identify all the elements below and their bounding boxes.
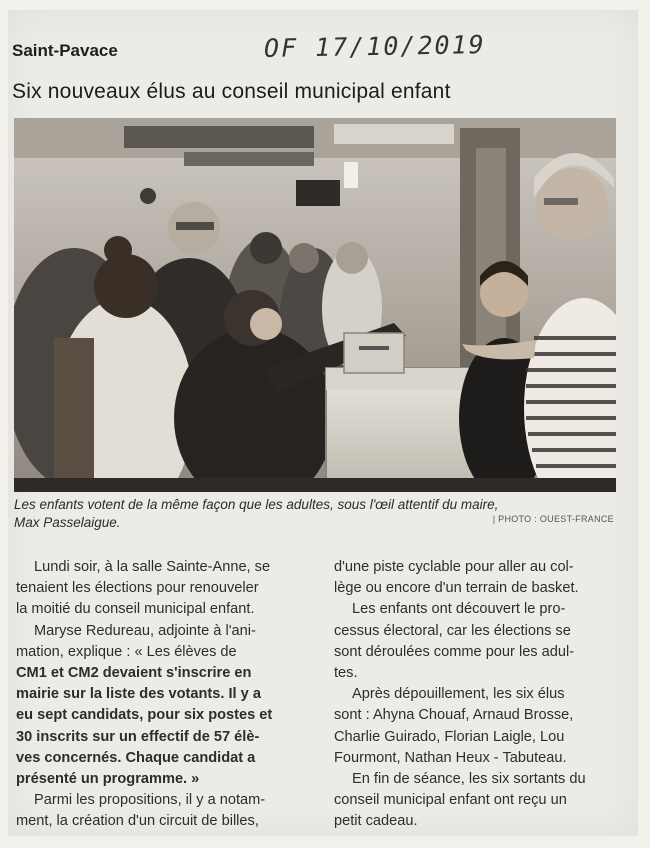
photo-credit: | PHOTO : OUEST-FRANCE: [492, 514, 614, 524]
article-body-left-column: [16, 557, 310, 833]
article-body-right-column: [334, 557, 628, 833]
article-text-line: Les enfants ont découvert le pro-: [352, 601, 566, 618]
article-text-line: sont déroulées comme pour les adul-: [334, 643, 575, 660]
article-text-line: petit cadeau.: [334, 813, 418, 830]
article-text-line: CM1 et CM2 devaient s'inscrire en: [16, 665, 252, 682]
article-text-line: eu sept candidats, pour six postes et: [16, 707, 273, 724]
article-text-line: En fin de séance, les six sortants du: [352, 771, 586, 788]
article-text-line: mation, explique : « Les élèves de: [16, 643, 237, 660]
article-text-line: Fourmont, Nathan Heux - Tabuteau.: [334, 749, 567, 766]
article-headline: Six nouveaux élus au conseil municipal enfant: [12, 80, 451, 103]
handwritten-date-stamp: OF 17/10/2019: [263, 30, 486, 63]
article-text-line: Maryse Redureau, adjointe à l'ani-: [34, 622, 256, 639]
article-text-line: ment, la création d'un circuit de billes,: [16, 813, 259, 830]
article-text-line: Charlie Guirado, Florian Laigle, Lou: [334, 728, 565, 745]
bleed-through-text: [8, 0, 638, 24]
photo-illustration: [14, 118, 616, 492]
article-text-line: d'une piste cyclable pour aller au col-: [334, 559, 574, 575]
article-text-line: présenté un programme. »: [16, 771, 200, 788]
article-text-line: lège ou encore d'un terrain de basket.: [334, 580, 579, 597]
article-text-line: mairie sur la liste des votants. Il y a: [16, 686, 261, 703]
article-text-line: sont : Ahyna Chouaf, Arnaud Brosse,: [334, 707, 574, 724]
newspaper-clipping: [8, 10, 638, 836]
article-text-line: ves concernés. Chaque candidat a: [16, 749, 256, 766]
caption-line: Les enfants votent de la même façon que les adultes, sous l'œil attentif du maire,: [14, 497, 499, 512]
article-text-line: cessus électoral, car les élections se: [334, 622, 571, 639]
article-text-line: tes.: [334, 665, 358, 682]
locality-label: Saint-Pavace: [12, 41, 118, 60]
article-photo: [14, 118, 616, 492]
article-text-line: conseil municipal enfant ont reçu un: [334, 792, 567, 809]
article-text-line: la moitié du conseil municipal enfant.: [16, 601, 255, 618]
caption-line: Max Passelaigue.: [14, 515, 121, 530]
article-text-line: Après dépouillement, les six élus: [352, 686, 565, 703]
article-text-line: 30 inscrits sur un effectif de 57 élè-: [16, 728, 260, 745]
article-text-line: Lundi soir, à la salle Sainte-Anne, se: [34, 559, 271, 575]
article-text-line: tenaient les élections pour renouveler: [16, 580, 259, 597]
article-text-line: Parmi les propositions, il y a notam-: [34, 792, 266, 809]
